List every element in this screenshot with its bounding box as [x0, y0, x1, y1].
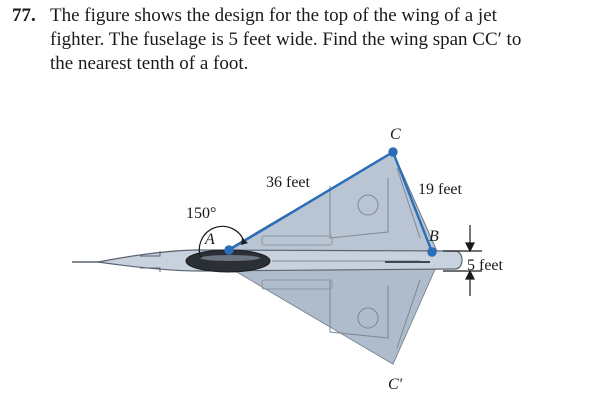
- label-point-b: B: [429, 228, 439, 245]
- problem-line-2: fighter. The fuselage is 5 feet wide. Find the wing span CC′ to: [50, 29, 522, 50]
- vertex-c: [390, 149, 397, 156]
- vertex-a: [226, 247, 233, 254]
- label-fuselage-width: 5 feet: [467, 257, 503, 274]
- vertex-b: [429, 249, 436, 256]
- label-point-a: A: [205, 231, 215, 248]
- label-point-c: C: [390, 126, 401, 143]
- canopy-reflection: [200, 255, 260, 261]
- problem-number: 77.: [12, 5, 36, 26]
- label-angle: 150°: [186, 205, 217, 222]
- wing-lower-shade: [230, 258, 440, 364]
- label-edge-ac: 36 feet: [266, 174, 310, 191]
- label-edge-bc: 19 feet: [418, 181, 462, 198]
- label-point-c-prime: C′: [388, 376, 403, 393]
- problem-line-1: 77. The figure shows the design for the top of the wing of a jet: [12, 5, 497, 26]
- problem-line-3: the nearest tenth of a foot.: [50, 53, 249, 74]
